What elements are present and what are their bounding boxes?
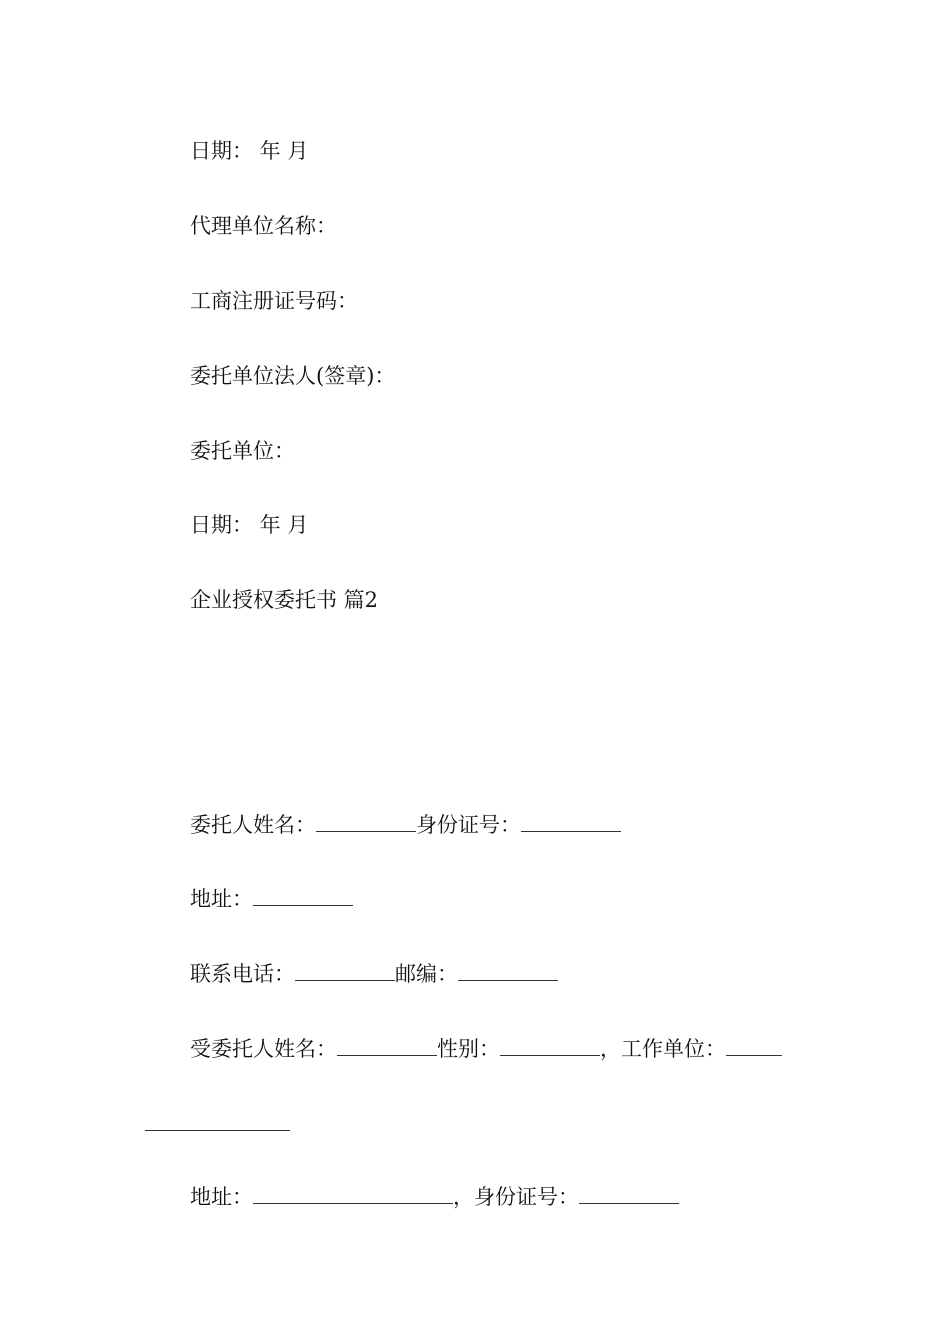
address-row [190,884,353,914]
principal-row [190,810,621,840]
phone-blank[interactable] [295,960,395,981]
date-line-2: 日期： 年 月 [190,513,309,537]
agent-person-row [190,1034,782,1064]
agent-unit-name-line: 代理单位名称： [190,214,337,238]
agent-person-name-blank[interactable] [337,1035,437,1056]
work-unit-label: 工作单位： [621,1037,726,1061]
client-unit-line: 委托单位： [190,439,295,463]
id-number-label: 身份证号： [416,813,521,837]
postcode-label: 邮编： [395,962,458,986]
work-unit-blank-continued[interactable] [145,1130,290,1131]
address-label: 地址： [190,887,253,911]
gender-blank[interactable] [500,1035,600,1056]
comma-separator: ， [600,1037,621,1061]
contact-row [190,959,558,989]
principal-name-blank[interactable] [316,811,416,832]
address-label-2: 地址： [190,1185,253,1209]
agent-person-name-label: 受委托人姓名： [190,1037,337,1061]
legal-person-signature-line: 委托单位法人(签章)： [190,364,396,388]
date-line-1: 日期： 年 月 [190,139,309,163]
id-number-blank[interactable] [521,811,621,832]
id-number-label-2: 身份证号： [474,1185,579,1209]
address-blank[interactable] [253,885,353,906]
comma-separator-2: ， [453,1185,474,1209]
work-unit-blank[interactable] [726,1035,782,1056]
address-id-row [190,1182,679,1212]
address-blank-2[interactable] [253,1183,453,1204]
principal-name-label: 委托人姓名： [190,813,316,837]
section-title: 企业授权委托书 篇2 [190,588,379,612]
phone-label: 联系电话： [190,962,295,986]
postcode-blank[interactable] [458,960,558,981]
gender-label: 性别： [437,1037,500,1061]
registration-number-line: 工商注册证号码： [190,289,358,313]
id-number-blank-2[interactable] [579,1183,679,1204]
